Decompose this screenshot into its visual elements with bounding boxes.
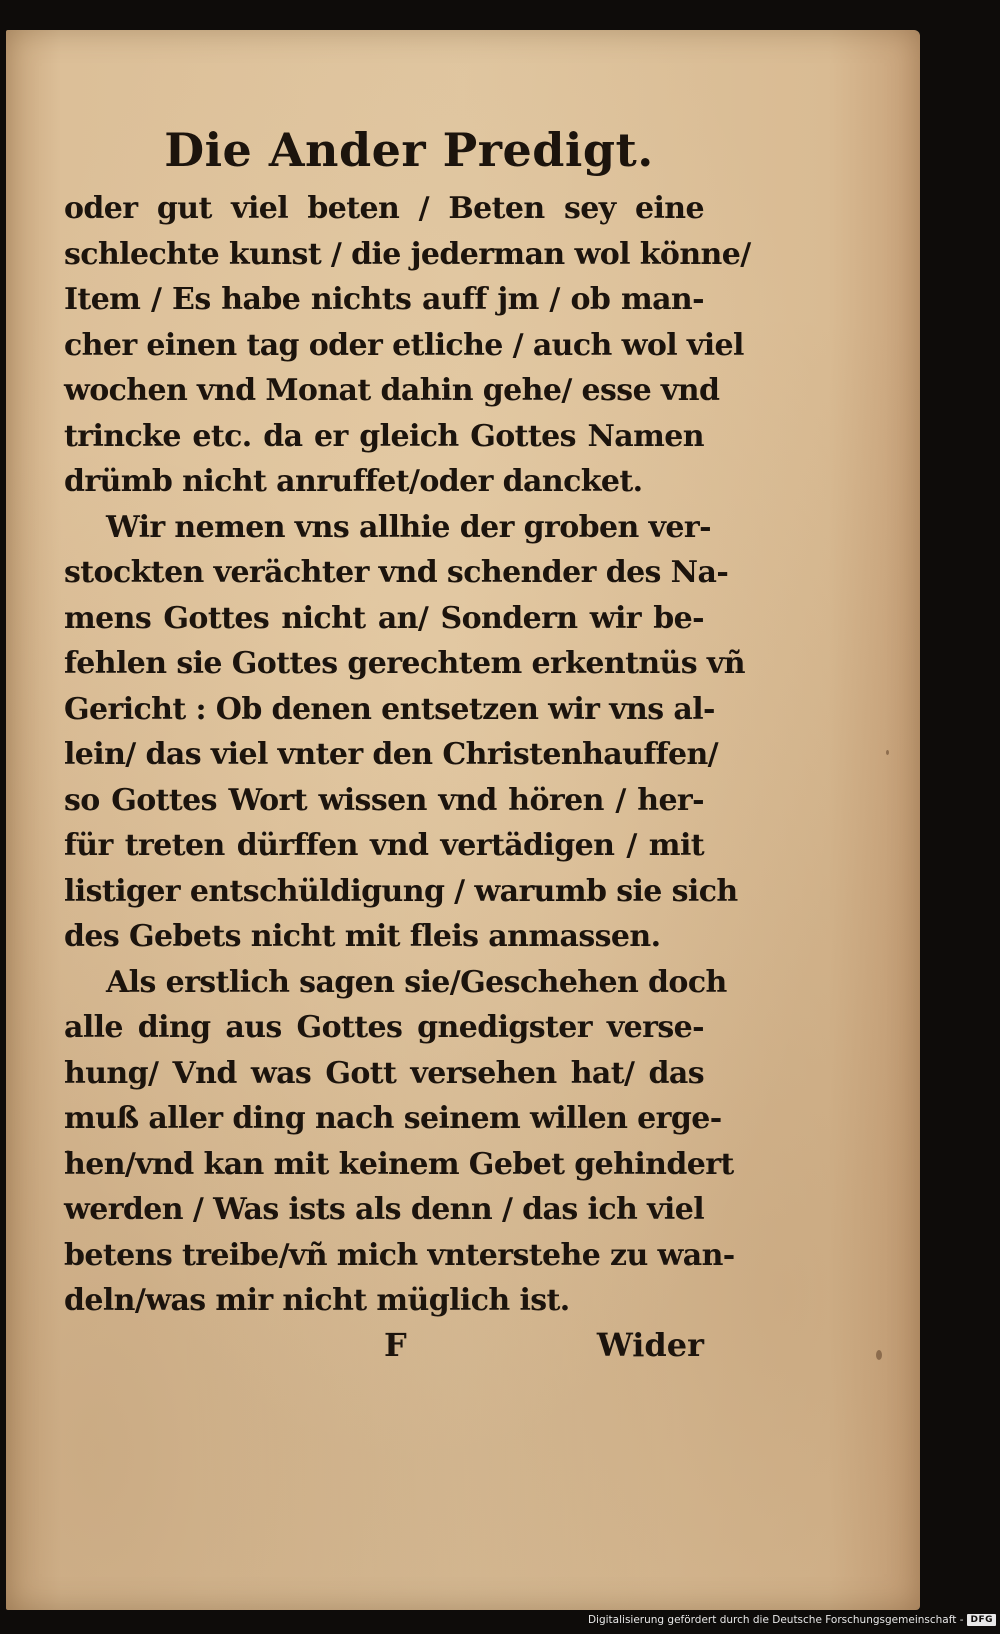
text-line: mens Gottes nicht an/ Sondern wir be-	[64, 600, 704, 636]
paper-stain	[876, 1350, 882, 1360]
text-line: deln/was mir nicht müglich ist.	[64, 1283, 570, 1318]
page-foot	[64, 1326, 704, 1376]
paper-stain	[886, 750, 889, 755]
text-line: Als erstlich sagen sie/Geschehen doch	[106, 964, 727, 1000]
page-text-block	[64, 120, 751, 1376]
text-line: hen/vnd kan mit keinem Gebet gehindert	[64, 1146, 734, 1182]
text-line: stockten verächter vnd schender des Na-	[64, 555, 729, 590]
text-line: so Gottes Wort wissen vnd hören / her-	[64, 782, 704, 818]
signature-mark: F	[384, 1325, 407, 1364]
text-line: drümb nicht anruffet/oder dancket.	[64, 464, 643, 499]
text-line: oder gut viel beten / Beten sey eine	[64, 191, 704, 226]
text-line: für treten dürffen vnd vertädigen / mit	[64, 828, 704, 863]
text-line: alle ding aus Gottes gnedigster verse-	[64, 1010, 704, 1045]
text-line: wochen vnd Monat dahin gehe/ esse vnd	[64, 373, 720, 408]
text-line: cher einen tag oder etliche / auch wol viel	[64, 327, 744, 363]
text-line: Wir nemen vns allhie der groben ver-	[106, 509, 711, 545]
book-page	[6, 30, 920, 1610]
text-line: des Gebets nicht mit fleis anmassen.	[64, 919, 661, 954]
text-line: hung/ Vnd was Gott versehen hat/ das	[64, 1055, 704, 1091]
text-line: fehlen sie Gottes gerechtem erkentnüs vñ	[64, 646, 745, 681]
body-text	[64, 186, 751, 1324]
text-line: betens treibe/vñ mich vnterstehe zu wan-	[64, 1237, 735, 1273]
running-head: Die Ander Predigt.	[164, 123, 654, 177]
dfg-logo-icon: DFG	[967, 1614, 996, 1626]
text-line: lein/ das viel vnter den Christenhauffen/	[64, 737, 719, 772]
text-line: Item / Es habe nichts auff jm / ob man-	[64, 282, 704, 317]
text-line: Gericht : Ob denen entsetzen wir vns al-	[64, 691, 715, 727]
credit-text: Digitalisierung gefördert durch die Deutsche Forschungsgemeinschaft -	[587, 1614, 964, 1626]
text-line: trincke etc. da er gleich Gottes Namen	[64, 418, 704, 454]
text-line: werden / Was ists als denn / das ich viel	[64, 1192, 704, 1227]
catchword: Wider	[596, 1325, 704, 1364]
text-line: schlechte kunst / die jederman wol könne/	[64, 236, 751, 272]
text-line: listiger entschüldigung / warumb sie sich	[64, 873, 738, 909]
text-line: muß aller ding nach seinem willen erge-	[64, 1101, 722, 1136]
digitization-credit	[588, 1610, 996, 1630]
